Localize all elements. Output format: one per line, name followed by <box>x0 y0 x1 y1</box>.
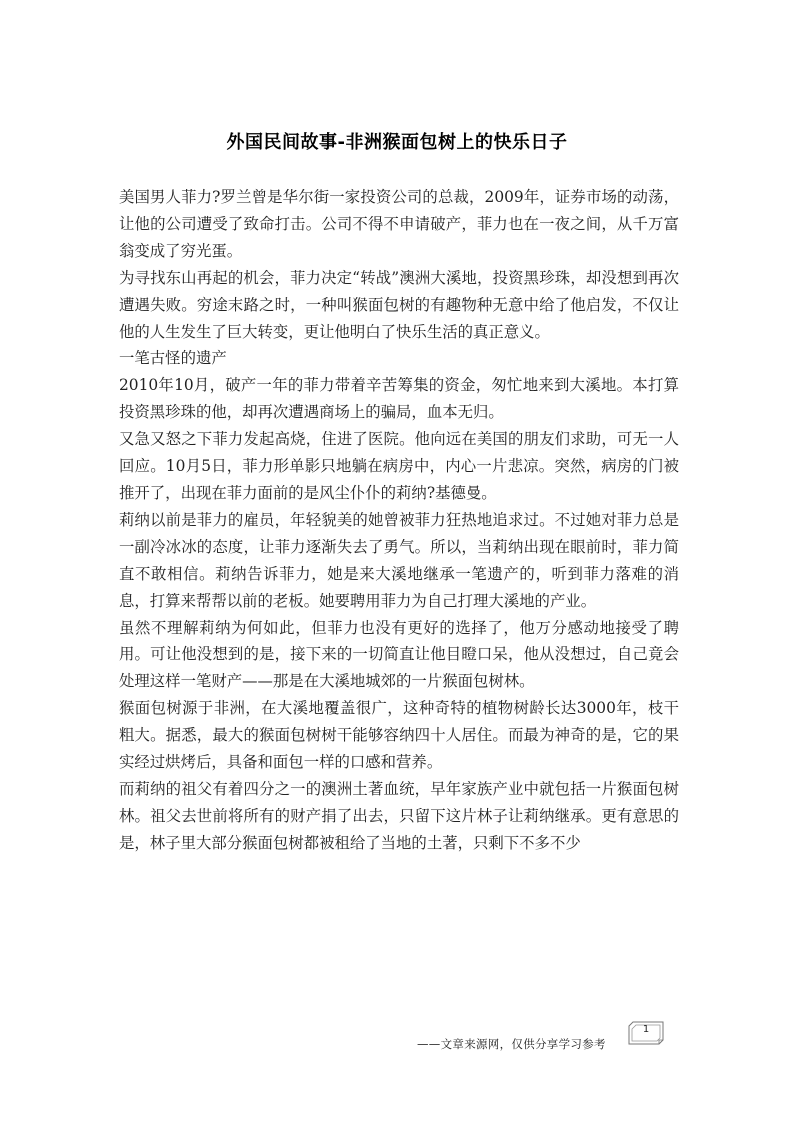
paragraph: 猴面包树源于非洲，在大溪地覆盖很广，这种奇特的植物树龄长达3000年，枝干粗大。据悉，最大的猴面包树树干能够容纳四十人居住。而最为神奇的是，它的果实经过烘烤后，具备和面包一样的口感和营养。 <box>119 699 679 772</box>
section-heading: 一笔古怪的遗产 <box>119 349 227 368</box>
page-title: 外国民间故事-非洲猴面包树上的快乐日子 <box>226 132 568 153</box>
article-body <box>119 184 679 857</box>
paragraph: 为寻找东山再起的机会，菲力决定“转战”澳洲大溪地，投资黑珍珠，却没想到再次遭遇失败。穷途末路之时，一种叫猴面包树的有趣物种无意中给了他启发，不仅让他的人生发生了巨大转变，更让他明白了快乐生活的真正意义。 <box>119 268 679 341</box>
paragraph: 2010年10月，破产一年的菲力带着辛苦筹集的资金，匆忙地来到大溪地。本打算投资黑珍珠的他，却再次遭遇商场上的骗局，血本无归。 <box>119 376 679 422</box>
paragraph: 虽然不理解莉纳为何如此，但菲力也没有更好的选择了，他万分感动地接受了聘用。可让他没想到的是，接下来的一切简直让他目瞪口呆，他从没想过，自己竟会处理这样一笔财产——那是在大溪地城郊的一片猴面包树林。 <box>119 618 679 691</box>
paragraph: 又急又怒之下菲力发起高烧，住进了医院。他向远在美国的朋友们求助，可无一人回应。10月5日，菲力形单影只地躺在病房中，内心一片悲凉。突然，病房的门被推开了，出现在菲力面前的是风尘仆仆的莉纳?基德曼。 <box>119 430 679 502</box>
paragraph: 而莉纳的祖父有着四分之一的澳洲土著血统，早年家族产业中就包括一片猴面包树林。祖父去世前将所有的财产捐了出去，只留下这片林子让莉纳继承。更有意思的是，林子里大部分猴面包树都被租给了当地的土著，只剩下不多不少 <box>119 779 679 852</box>
page-number-badge <box>627 1020 665 1046</box>
footer-source-note: ——文章来源网，仅供分享学习参考 <box>417 1037 606 1051</box>
paragraph: 莉纳以前是菲力的雇员，年轻貌美的她曾被菲力狂热地追求过。不过她对菲力总是一副冷冰冰的态度，让菲力逐渐失去了勇气。所以，当莉纳出现在眼前时，菲力简直不敢相信。莉纳告诉菲力，她是来大溪地继承一笔遗产的，听到菲力落难的消息，打算来帮帮以前的老板。她要聘用菲力为自己打理大溪地的产业。 <box>119 510 679 610</box>
paragraph: 美国男人菲力?罗兰曾是华尔街一家投资公司的总裁，2009年，证券市场的动荡，让他的公司遭受了致命打击。公司不得不申请破产，菲力也在一夜之间，从千万富翁变成了穷光蛋。 <box>119 188 679 260</box>
page-number: 1 <box>642 1024 650 1035</box>
